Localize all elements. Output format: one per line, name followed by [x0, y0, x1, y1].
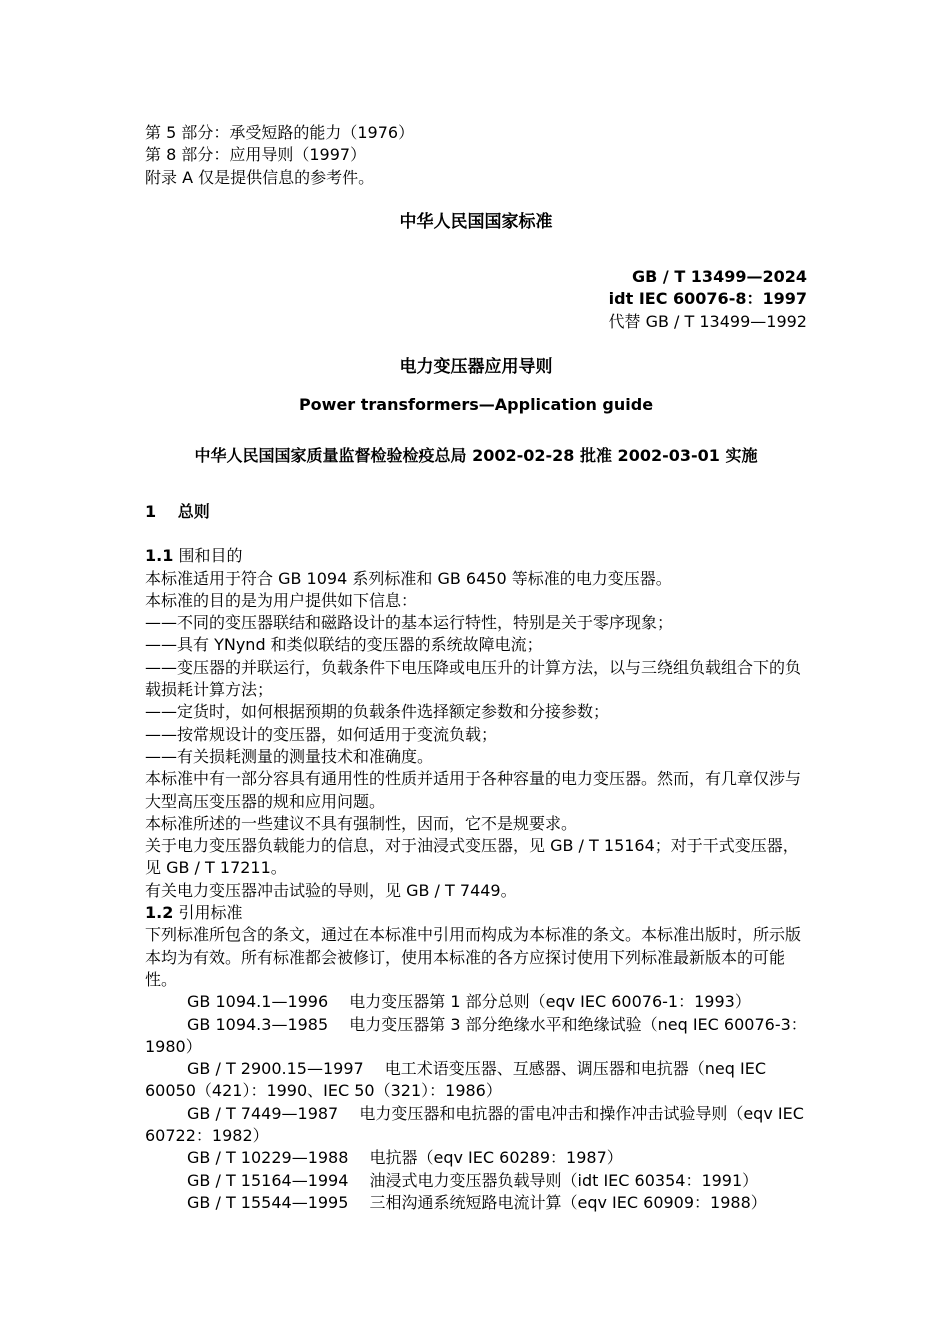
list-item: ——变压器的并联运行，负载条件下电压降或电压升的计算方法，以与三绕组负载组合下的负载损耗计算方法； [145, 657, 802, 700]
subsection-heading [145, 902, 807, 924]
idt-reference: idt IEC 60076-8：1997 [608, 289, 807, 309]
paragraph: 关于电力变压器负载能力的信息，对于油浸式变压器，见 GB / T 15164；对于干式变压器，见 GB / T 17211。 [145, 836, 799, 878]
intro-line: 附录 A 仅是提供信息的参考件。 [145, 167, 375, 187]
paragraph: 本标准中有一部分容具有通用性的性质并适用于各种容量的电力变压器。然而，有几章仅涉与大型高压变压器的规和应用问题。 [145, 769, 802, 811]
paragraph: 本标准的目的是为用户提供如下信息： [145, 590, 418, 610]
list-item: ——不同的变压器联结和磁路设计的基本运行特性，特别是关于零序现象； [145, 613, 674, 633]
list-item: ——按常规设计的变压器，如何适用于变流负载； [145, 724, 498, 744]
document-title-en: Power transformers—Application guide [298, 395, 654, 415]
reference-item: GB / T 15164—1994 油浸式电力变压器负载导则（idt IEC 60354：1991） [187, 1170, 759, 1190]
standard-number: GB / T 13499—2024 [632, 267, 807, 287]
replaces-reference: 代替 GB / T 13499—1992 [608, 311, 807, 331]
list-item: ——定货时，如何根据预期的负载条件选择额定参数和分接参数； [145, 702, 610, 722]
approval-line: 中华人民国国家质量监督检验检疫总局 2002-02-28 批准 2002-03-01 实施 [194, 445, 758, 465]
section-heading: 1 总则 [145, 501, 210, 521]
paragraph: 本标准所述的一些建议不具有强制性，因而，它不是规要求。 [145, 813, 578, 833]
national-standard-heading: 中华人民国国家标准 [399, 211, 553, 232]
reference-item: GB / T 2900.15—1997 电工术语变压器、互感器、调压器和电抗器（neq IEC 60050（421）：1990、IEC 50（321）：1986） [145, 1059, 766, 1101]
reference-item: GB 1094.1—1996 电力变压器第 1 部分总则（eqv IEC 60076-1：1993） [187, 992, 751, 1012]
subsection-heading [145, 545, 807, 567]
document-page [145, 122, 807, 1214]
subsection-title: 围和目的 [178, 546, 243, 566]
paragraph: 有关电力变压器冲击试验的导则，见 GB / T 7449。 [145, 880, 517, 900]
subsection-number: 1.2 [145, 903, 174, 923]
list-item: ——具有 YNynd 和类似联结的变压器的系统故障电流； [145, 635, 543, 655]
reference-item: GB 1094.3—1985 电力变压器第 3 部分绝缘水平和绝缘试验（neq IEC 60076-3：1980） [145, 1014, 807, 1056]
intro-line: 第 5 部分：承受短路的能力（1976） [145, 123, 415, 142]
paragraph: 下列标准所包含的条文，通过在本标准中引用而构成为本标准的条文。本标准出版时，所示版本均为有效。所有标准都会被修订，使用本标准的各方应探讨使用下列标准最新版本的可能性。 [145, 925, 802, 989]
reference-item: GB / T 10229—1988 电抗器（eqv IEC 60289：1987） [187, 1148, 623, 1168]
intro-line: 第 8 部分：应用导则（1997） [145, 145, 367, 165]
subsection-title: 引用标准 [178, 903, 243, 923]
list-item: ——有关损耗测量的测量技术和准确度。 [145, 746, 434, 766]
reference-item: GB / T 15544—1995 三相沟通系统短路电流计算（eqv IEC 60909：1988） [187, 1192, 767, 1212]
paragraph: 本标准适用于符合 GB 1094 系列标准和 GB 6450 等标准的电力变压器。 [145, 568, 672, 588]
subsection-number: 1.1 [145, 546, 174, 566]
document-title-cn: 电力变压器应用导则 [399, 357, 553, 378]
reference-item: GB / T 7449—1987 电力变压器和电抗器的雷电冲击和操作冲击试验导则（eqv IEC 60722：1982） [145, 1103, 804, 1145]
